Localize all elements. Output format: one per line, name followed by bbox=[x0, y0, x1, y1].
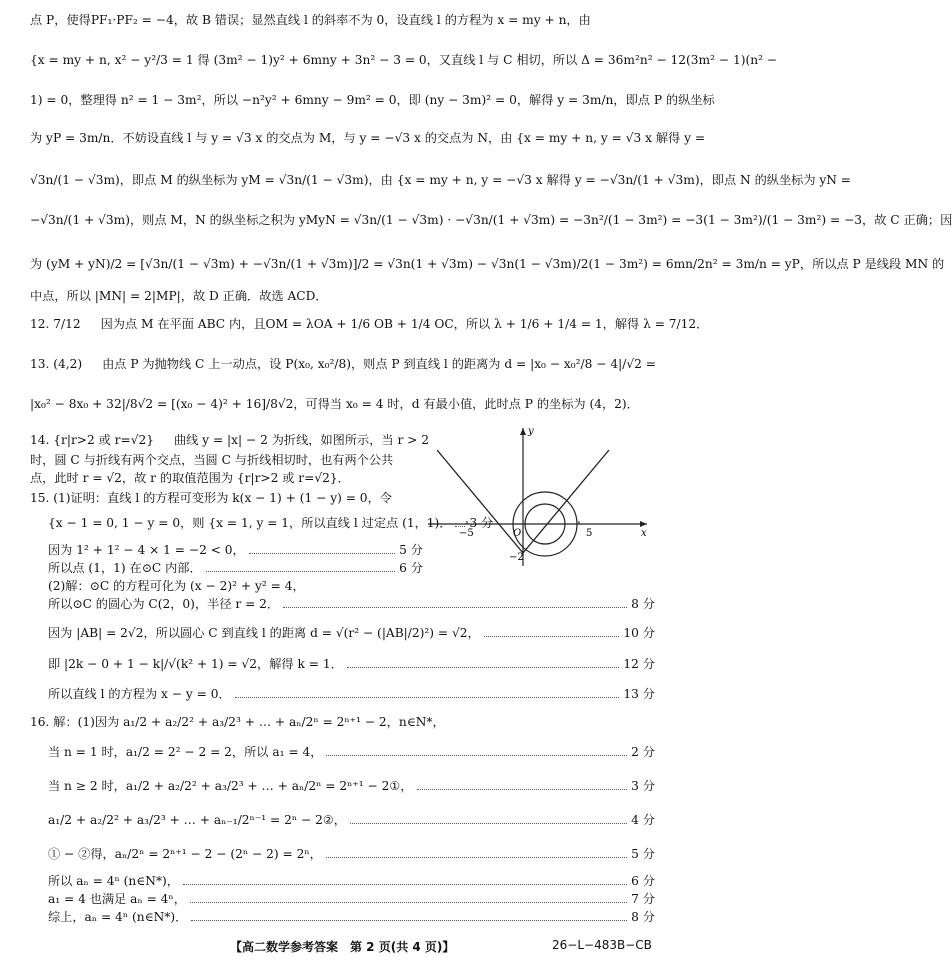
q14-text-1: 曲线 y = |x| − 2 为折线，如图所示，当 r > 2 bbox=[173, 433, 429, 447]
q15-number: 15. bbox=[30, 491, 50, 505]
score: 2 分 bbox=[631, 745, 655, 759]
score: 5 分 bbox=[399, 543, 423, 557]
q16-line-4: a₁/2 + a₂/2² + a₃/2³ + … + aₙ₋₁/2ⁿ⁻¹ = 2ⁿ − 2②， 4 分 bbox=[48, 813, 655, 827]
q14-number: 14. bbox=[30, 433, 50, 447]
q12-answer: 7/12 bbox=[53, 317, 81, 331]
q11-line-6: −√3n/(1 + √3m)，则点 M，N 的纵坐标之积为 yMyN = √3n/(1 − √3m) · −√3n/(1 + √3m) = −3n²/(1 − 3m²) = −3(1 − 3m²)/(1 − 3m²) = −3，故 C 正确；因 bbox=[30, 213, 952, 227]
q16-line-3: 当 n ≥ 2 时，a₁/2 + a₂/2² + a₃/2³ + … + aₙ/2ⁿ = 2ⁿ⁺¹ − 2①， 3 分 bbox=[48, 779, 655, 793]
q11-line-2: {x = my + n, x² − y²/3 = 1 得 (3m² − 1)y² + 6mny + 3n² − 3 = 0，又直线 l 与 C 相切，所以 Δ = 36m²n² − 12(3m² − 1)(n² − bbox=[30, 53, 778, 67]
footer-page-label: 【高二数学参考答案 第 2 页(共 4 页)】 bbox=[230, 940, 455, 954]
q16-line-8: 综上，aₙ = 4ⁿ (n∈N*)． 8 分 bbox=[48, 910, 655, 924]
q13-answer: (4,2) bbox=[53, 357, 83, 371]
footer-code: 26−L−483B−CB bbox=[552, 938, 652, 952]
x-label-neg5: −5 bbox=[459, 528, 474, 539]
q14-answer: {r|r>2 或 r=√2} bbox=[53, 433, 154, 447]
q13-line-2: |x₀² − 8x₀ + 32|/8√2 = [(x₀ − 4)² + 16]/8√2，可得当 x₀ = 4 时，d 有最小值，此时点 P 的坐标为 (4，2)． bbox=[30, 397, 639, 411]
q11-line-3: 1) = 0，整理得 n² = 1 − 3m²，所以 −n²y² + 6mny − 9m² = 0，即 (ny − 3m)² = 0，解得 y = 3m/n，即点 P 的纵坐标 bbox=[30, 93, 715, 107]
y-axis-arrow bbox=[520, 428, 526, 435]
score: 5 分 bbox=[631, 847, 655, 861]
score: 8 分 bbox=[631, 597, 655, 611]
q11-line-7: 为 (yM + yN)/2 = [√3n/(1 − √3m) + −√3n/(1 + √3m)]/2 = √3n(1 + √3m) − √3n(1 − √3m)/2(1 − 3m²) = 6mn/2n² = 3m/n = yP，所以点 P 是线段 MN 的 bbox=[30, 257, 945, 271]
score: 6 分 bbox=[631, 874, 655, 888]
score: 3 分 bbox=[631, 779, 655, 793]
q15-line-3: 因为 1² + 1² − 4 × 1 = −2 < 0， 5 分 bbox=[48, 543, 423, 557]
q12-number: 12. bbox=[30, 317, 50, 331]
q13-text-1: 由点 P 为抛物线 C 上一动点，设 P(x₀, x₀²/8)，则点 P 到直线 l 的距离为 d = |x₀ − x₀²/8 − 4|/√2 = bbox=[102, 357, 656, 371]
origin-label: O bbox=[513, 528, 522, 539]
score: 8 分 bbox=[631, 910, 655, 924]
score: 6 分 bbox=[399, 561, 423, 575]
q12-line bbox=[30, 316, 709, 332]
q14-line-1 bbox=[30, 432, 429, 448]
q15-line-9: 所以直线 l 的方程为 x − y = 0． 13 分 bbox=[48, 687, 655, 701]
q15-line-7: 因为 |AB| = 2√2，所以圆心 C 到直线 l 的距离 d = √(r² − (|AB|/2)²) = √2， 10 分 bbox=[48, 626, 655, 640]
q13-line-1 bbox=[30, 356, 655, 372]
q15-line-5: (2)解：⊙C 的方程可化为 (x − 2)² + y² = 4， bbox=[48, 579, 305, 593]
q14-line-2: 时，圆 C 与折线有两个交点，当圆 C 与折线相切时，也有两个公共 bbox=[30, 453, 394, 467]
q16-text-1: 解：(1)因为 a₁/2 + a₂/2² + a₃/2³ + … + aₙ/2ⁿ = 2ⁿ⁺¹ − 2，n∈N*， bbox=[53, 715, 445, 729]
score: 13 分 bbox=[623, 687, 655, 701]
y-axis-label: y bbox=[528, 426, 534, 437]
score: 3 分 bbox=[469, 516, 494, 530]
folded-line-circle-graph bbox=[423, 420, 653, 570]
q16-line-1 bbox=[30, 714, 655, 730]
q16-line-6: 所以 aₙ = 4ⁿ (n∈N*)， 6 分 bbox=[48, 874, 655, 888]
score: 4 分 bbox=[631, 813, 655, 827]
q16-number: 16. bbox=[30, 715, 50, 729]
q15-line-1 bbox=[30, 490, 417, 506]
q15-line-4: 所以点 (1，1) 在⊙C 内部． 6 分 bbox=[48, 561, 423, 575]
q16-line-5: ① − ②得，aₙ/2ⁿ = 2ⁿ⁺¹ − 2 − (2ⁿ − 2) = 2ⁿ， 5 分 bbox=[48, 847, 655, 861]
score: 7 分 bbox=[631, 892, 655, 906]
x-axis-label: x bbox=[641, 528, 647, 539]
q14-line-3: 点，此时 r = √2，故 r 的取值范围为 {r|r>2 或 r=√2}． bbox=[30, 471, 350, 485]
q11-line-8: 中点，所以 |MN| = 2|MP|，故 D 正确．故选 ACD． bbox=[30, 289, 328, 303]
q15-text-1: (1)证明：直线 l 的方程可变形为 k(x − 1) + (1 − y) = 0，令 bbox=[53, 491, 392, 505]
q12-text: 因为点 M 在平面 ABC 内，且OM = λOA + 1/6 OB + 1/4 OC，所以 λ + 1/6 + 1/4 = 1，解得 λ = 7/12． bbox=[100, 317, 709, 331]
q15-line-2: {x − 1 = 0, 1 − y = 0，则 {x = 1, y = 1，所以直线 l 过定点 (1，1)． 3 分 bbox=[48, 516, 494, 530]
x-label-5: 5 bbox=[586, 528, 593, 539]
q15-line-6: 所以⊙C 的圆心为 C(2，0)，半径 r = 2． 8 分 bbox=[48, 597, 655, 611]
x-axis-arrow bbox=[640, 521, 647, 527]
score: 12 分 bbox=[623, 657, 655, 671]
q13-number: 13. bbox=[30, 357, 50, 371]
q16-line-7: a₁ = 4 也满足 aₙ = 4ⁿ， 7 分 bbox=[48, 892, 655, 906]
q11-line-1: 点 P，使得PF₁·PF₂ = −4，故 B 错误；显然直线 l 的斜率不为 0，设直线 l 的方程为 x = my + n，由 bbox=[30, 13, 591, 27]
q15-line-8: 即 |2k − 0 + 1 − k|/√(k² + 1) = √2，解得 k = 1． 12 分 bbox=[48, 657, 655, 671]
q16-line-2: 当 n = 1 时，a₁/2 = 2² − 2 = 2，所以 a₁ = 4， 2 分 bbox=[48, 745, 655, 759]
q11-line-5: √3n/(1 − √3m)，即点 M 的纵坐标为 yM = √3n/(1 − √3m)，由 {x = my + n, y = −√3 x 解得 y = −√3n/(1 + √3m)，即点 N 的纵坐标为 yN = bbox=[30, 173, 852, 187]
q11-line-4: 为 yP = 3m/n．不妨设直线 l 与 y = √3 x 的交点为 M，与 y = −√3 x 的交点为 N，由 {x = my + n, y = √3 x 解得 y = bbox=[30, 131, 706, 145]
y-tick-label: −2 bbox=[509, 552, 524, 563]
score: 10 分 bbox=[623, 626, 655, 640]
